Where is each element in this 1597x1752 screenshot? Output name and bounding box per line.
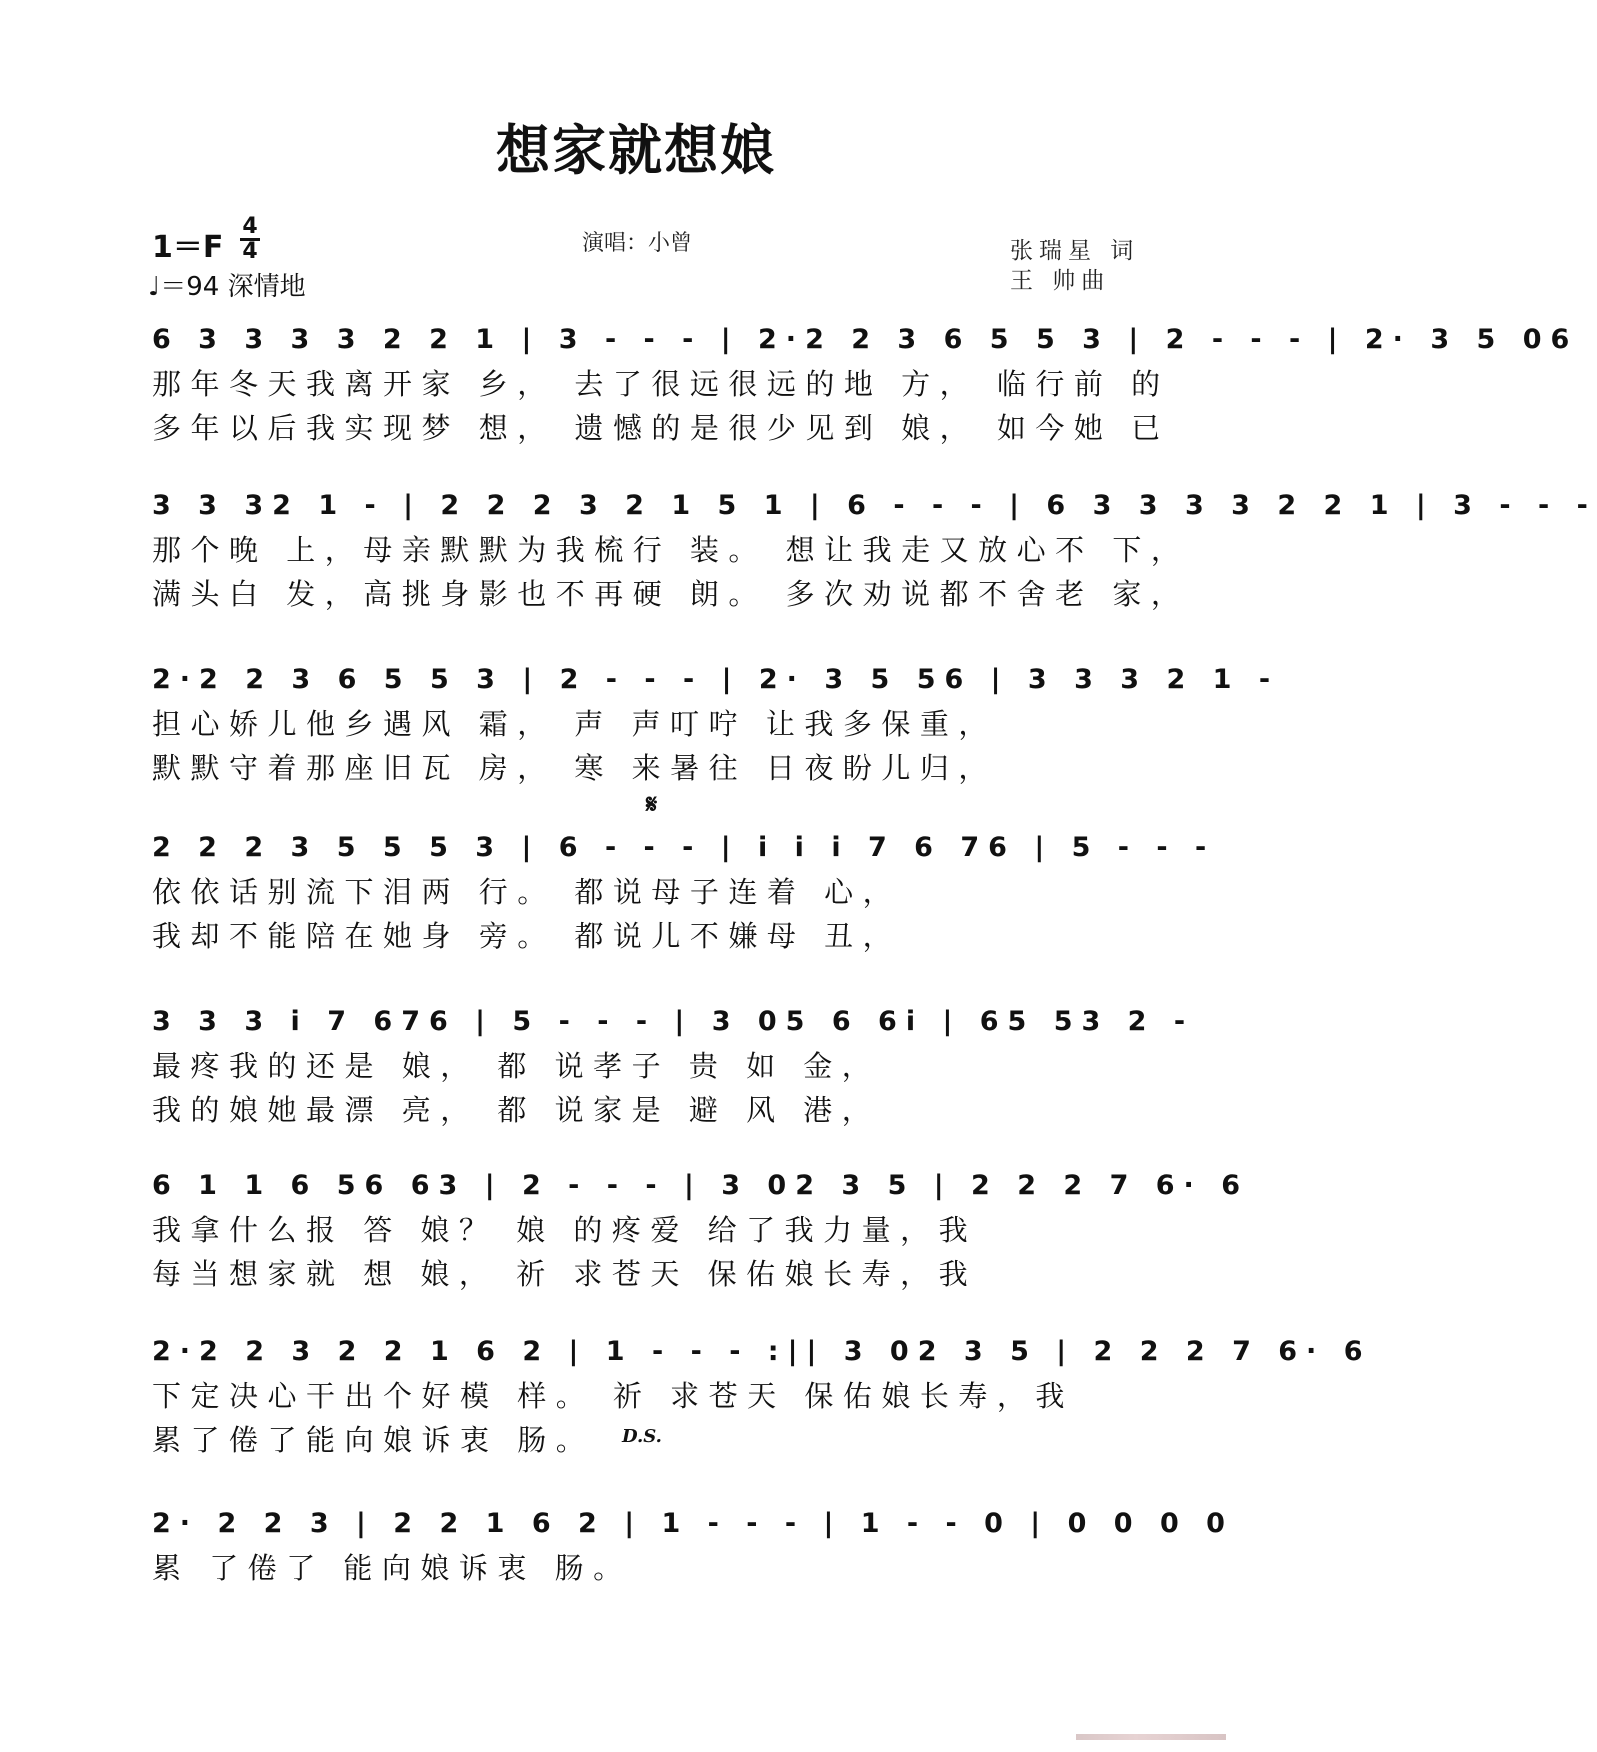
lyrics-verse-1: 依依话别流下泪两 行。 都说母子连着 心， [152,875,902,909]
score-system-3 [152,658,1280,790]
segno-sign: 𝄋 [646,790,658,820]
notes-line: 3 3 32 1 - | 2 2 2 3 2 1 5 1 | 6 - - - | 6 3 3 3 3 2 2 1 | 3 - - - [152,490,1597,521]
score-system-8 [152,1502,1234,1590]
notes-line: 2· 2 2 3 | 2 2 1 6 2 | 1 - - - | 1 - - 0 | 0 0 0 0 [152,1508,1234,1539]
lyrics-verse-2: 每当想家就 想 娘， 祈 求苍天 保佑娘长寿，我 [152,1257,978,1291]
dal-segno-mark: D.S. [622,1426,662,1447]
watermark-strip [1076,1734,1226,1740]
lyrics-verse-2: 我的娘她最漂 亮， 都 说家是 避 风 港， [152,1093,881,1127]
notes-line: 3 3 3 i 7 676 | 5 - - - | 3 05 6 6i | 65 53 2 - [152,1006,1195,1037]
notes-line: 2·2 2 3 2 2 1 6 2 | 1 - - - :|| 3 02 3 5 | 2 2 2 7 6· 6 [152,1336,1372,1367]
lyrics-verse-1: 那年冬天我离开家 乡， 去了很远很远的地 方， 临行前 的 [152,367,1170,401]
notes-line: 6 3 3 3 3 2 2 1 | 3 - - - | 2·2 2 3 6 5 5 3 | 2 - - - | 2· 3 5 06 [152,324,1579,355]
lyrics-verse-1: 累 了倦了 能向娘诉衷 肠。 [152,1551,632,1585]
time-signature-bottom: 4 [242,239,258,264]
tempo-marking: ♩＝94 深情地 [148,272,306,302]
lyrics-verse-1: 下定决心干出个好模 样。 祈 求苍天 保佑娘长寿，我 [152,1379,1074,1413]
lyrics-verse-2: 我却不能陪在她身 旁。 都说儿不嫌母 丑， [152,919,902,953]
lyrics-verse-1: 最疼我的还是 娘， 都 说孝子 贵 如 金， [152,1049,881,1083]
notes-line: 2·2 2 3 6 5 5 3 | 2 - - - | 2· 3 5 56 | 3 3 3 2 1 - [152,664,1280,695]
lyrics-verse-1: 担心娇儿他乡遇风 霜， 声 声叮咛 让我多保重， [152,707,997,741]
time-signature-top: 4 [242,214,258,239]
score-system-1 [152,318,1579,450]
notes-line: 2 2 2 3 5 5 5 3 | 6 - - - | i i i 7 6 76 | 5 - - - [152,832,1216,863]
singer-credit: 演唱：小曾 [582,231,693,256]
score-system-4 [152,826,1216,958]
score-system-5 [152,1000,1195,1132]
lyrics-verse-2: 默默守着那座旧瓦 房， 寒 来暑往 日夜盼儿归， [152,751,997,785]
key-signature: 1＝F [152,230,224,265]
lyrics-verse-1: 那个晚 上，母亲默默为我梳行 装。 想让我走又放心不 下， [152,533,1190,567]
lyrics-verse-2: 累了倦了能向娘诉衷 肠。 [152,1423,595,1457]
lyricist-credit: 张瑞星 词 [1010,238,1140,264]
lyrics-verse-2: 多年以后我实现梦 想， 遗憾的是很少见到 娘， 如今她 已 [152,411,1170,445]
lyrics-verse-1: 我拿什么报 答 娘？ 娘 的疼爱 给了我力量，我 [152,1213,978,1247]
score-system-2 [152,484,1597,616]
credits [1010,236,1139,296]
lyrics-verse-2: 满头白 发，高挑身影也不再硬 朗。 多次劝说都不舍老 家， [152,577,1190,611]
score-system-6 [152,1164,1249,1296]
song-title: 想家就想娘 [496,118,776,182]
composer-credit: 王 帅曲 [1010,268,1111,294]
time-signature [238,216,262,263]
notes-line: 6 1 1 6 56 63 | 2 - - - | 3 02 3 5 | 2 2 2 7 6· 6 [152,1170,1249,1201]
